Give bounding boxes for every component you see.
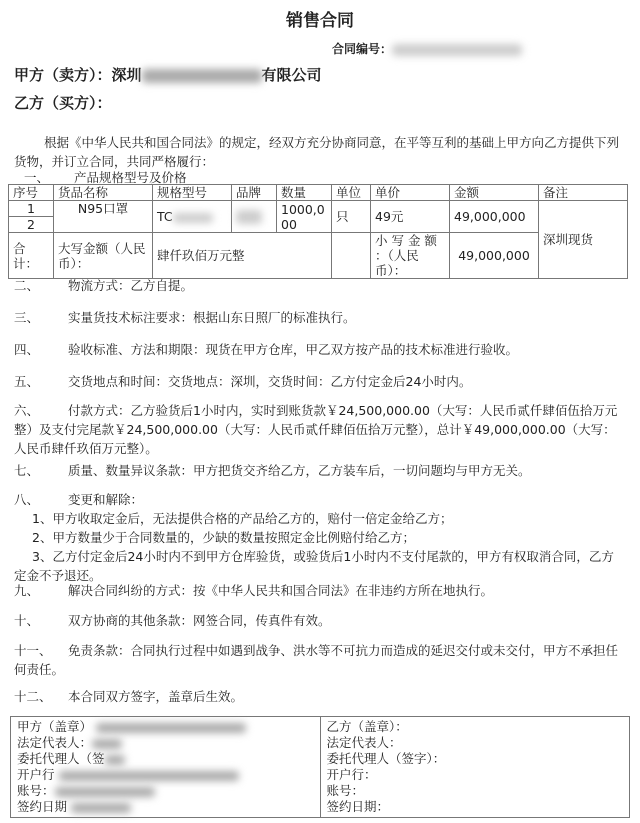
lower-amount-label: 小 写 金 额 ：（人民币）： xyxy=(371,233,450,279)
section-num: 十二、 xyxy=(14,689,52,704)
th: 单位 xyxy=(332,185,371,201)
section-text: 物流方式：乙方自提。 xyxy=(68,278,194,293)
section-num: 十一、 xyxy=(14,643,52,658)
sig-label: 开户行： xyxy=(326,767,377,782)
party-a-label: 甲方（卖方）： xyxy=(14,66,112,84)
contract-number xyxy=(332,40,522,57)
upper-amount-label: 大写金额（人民币）： xyxy=(54,233,153,279)
preamble: 根据《中华人民共和国合同法》的规定，经双方充分协商同意，在平等互利的基础上甲方向乙方提供下列货物，并订立合同，共同严格履行： xyxy=(14,135,620,169)
section-text: 质量、数量异议条款：甲方把货交齐给乙方，乙方装车后，一切问题均与甲方无关。 xyxy=(68,463,531,478)
redacted xyxy=(55,787,155,797)
clause-item: 1、甲方收取定金后，无法提供合格的产品给乙方的，赔付一倍定金给乙方； xyxy=(32,511,453,526)
party-b-label: 乙方（买方）： xyxy=(14,94,112,112)
note: 深圳现货 xyxy=(539,201,628,279)
product-table xyxy=(8,184,628,279)
redacted-brand xyxy=(236,210,262,224)
sig-label: 委托代理人（签 xyxy=(17,751,105,766)
section-text: 付款方式：乙方验货后1小时内，实时到账货款￥24,500,000.00（大写：人民币贰仟肆佰伍拾万元整）及支付完尾款￥24,500,000.00（大写：人民币贰仟肆佰伍拾万元整），总计￥49,000,000.00（大写：人民币肆仟玖佰万元整）。 xyxy=(14,403,618,456)
sig-label: 乙方（盖章）： xyxy=(326,719,408,734)
product-name: N95口罩 xyxy=(54,201,153,233)
table-header-row xyxy=(9,185,628,201)
section-num: 四、 xyxy=(14,342,40,357)
th: 序号 xyxy=(9,185,54,201)
th: 数量 xyxy=(277,185,332,201)
sig-label: 法定代表人： xyxy=(326,735,402,750)
th: 货品名称 xyxy=(54,185,153,201)
sig-label: 签约日期 xyxy=(17,799,68,814)
sig-line xyxy=(17,751,314,767)
total-row xyxy=(9,233,628,279)
redacted xyxy=(59,771,239,781)
section-7 xyxy=(14,461,626,480)
th: 单价 xyxy=(371,185,450,201)
sig-line xyxy=(17,719,314,735)
sig-line xyxy=(17,799,314,815)
section-text: 交货地点和时间：交货地点：深圳，交货时间：乙方付定金后24小时内。 xyxy=(68,374,472,389)
section-9 xyxy=(14,581,626,600)
signature-table xyxy=(10,716,630,818)
section-num: 七、 xyxy=(14,463,40,478)
th: 备注 xyxy=(539,185,628,201)
quantity: 1000,000 xyxy=(277,201,332,233)
sig-label: 法定代表人： xyxy=(17,735,93,750)
th: 金额 xyxy=(450,185,539,201)
amount: 49,000,000 xyxy=(450,201,539,233)
section-text: 本合同双方签字，盖章后生效。 xyxy=(68,689,244,704)
redacted xyxy=(71,803,131,813)
section-num: 十、 xyxy=(14,613,40,628)
section-num: 六、 xyxy=(14,403,40,418)
empty-cell xyxy=(332,233,371,279)
th: 规格型号 xyxy=(153,185,232,201)
section-5 xyxy=(14,372,626,391)
document-title: 销售合同 xyxy=(286,11,354,31)
party-a-name-suffix: 有限公司 xyxy=(261,66,322,84)
redacted-name xyxy=(142,69,262,83)
clause-item: 2、甲方数量少于合同数量的，少缺的数量按照定金比例赔付给乙方； xyxy=(32,530,415,545)
section-text: 双方协商的其他条款：网签合同，传真件有效。 xyxy=(68,613,331,628)
redacted-spec xyxy=(173,213,213,223)
section-6 xyxy=(14,401,626,458)
row-num: 2 xyxy=(9,217,54,233)
section-num: 八、 xyxy=(14,492,40,507)
spec-value: TC xyxy=(157,209,173,224)
redacted-number xyxy=(392,44,522,56)
contract-number-label: 合同编号： xyxy=(332,42,393,56)
row-num: 1 xyxy=(9,201,54,217)
section-3 xyxy=(14,308,626,327)
redacted xyxy=(105,755,125,765)
section-2 xyxy=(14,276,626,295)
unit: 只 xyxy=(332,201,371,233)
th: 品牌 xyxy=(232,185,277,201)
section-10 xyxy=(14,611,626,630)
upper-amount-value: 肆仟玖佰万元整 xyxy=(153,233,332,279)
section-num: 三、 xyxy=(14,310,40,325)
section-text: 免责条款：合同执行过程中如遇到战争、洪水等不可抗力而造成的延迟交付或未交付，甲方不承担任何责任。 xyxy=(14,643,619,677)
section-text: 验收标准、方法和期限：现货在甲方仓库，甲乙双方按产品的技术标准进行验收。 xyxy=(68,342,519,357)
sig-line xyxy=(17,735,314,751)
section-num: 五、 xyxy=(14,374,40,389)
unit-price: 49元 xyxy=(371,201,450,233)
section-12 xyxy=(14,687,626,706)
section-text: 解决合同纠纷的方式：按《中华人民共和国合同法》在非违约方所在地执行。 xyxy=(68,583,494,598)
redacted xyxy=(92,739,122,749)
party-a-name-prefix: 深圳 xyxy=(111,66,142,84)
sig-label: 委托代理人（签字）： xyxy=(326,751,446,766)
party-a-line xyxy=(14,64,322,85)
section-title: 产品规格型号及价格 xyxy=(74,170,187,185)
redacted xyxy=(96,723,246,733)
section-num: 二、 xyxy=(14,278,40,293)
spec xyxy=(153,201,232,233)
party-b-signature xyxy=(320,717,630,818)
section-text: 实量货技术标注要求：根据山东日照厂的标准执行。 xyxy=(68,310,356,325)
party-a-signature xyxy=(11,717,321,818)
total-label: 合计： xyxy=(9,233,54,279)
clause-item: 3、乙方付定金后24小时内不到甲方仓库验货，或验货后1小时内不支付尾款的，甲方有权取消合同，乙方定金不予退还。 xyxy=(14,549,614,583)
table-row xyxy=(9,201,628,217)
section-num: 一、 xyxy=(24,170,50,185)
sig-label: 开户行 xyxy=(17,767,55,782)
section-text: 变更和解除： xyxy=(68,492,144,507)
sig-line xyxy=(17,767,314,783)
sig-label: 账号： xyxy=(17,783,55,798)
section-num: 九、 xyxy=(14,583,40,598)
brand xyxy=(232,201,277,233)
section-8 xyxy=(14,490,626,585)
sig-label: 账号： xyxy=(326,783,365,798)
section-4 xyxy=(14,340,626,359)
lower-amount-value: 49,000,000 xyxy=(450,233,539,279)
sig-label: 甲方（盖章） xyxy=(17,719,93,734)
section-11 xyxy=(14,641,626,679)
sig-line xyxy=(17,783,314,799)
sig-label: 签约日期： xyxy=(326,799,390,814)
